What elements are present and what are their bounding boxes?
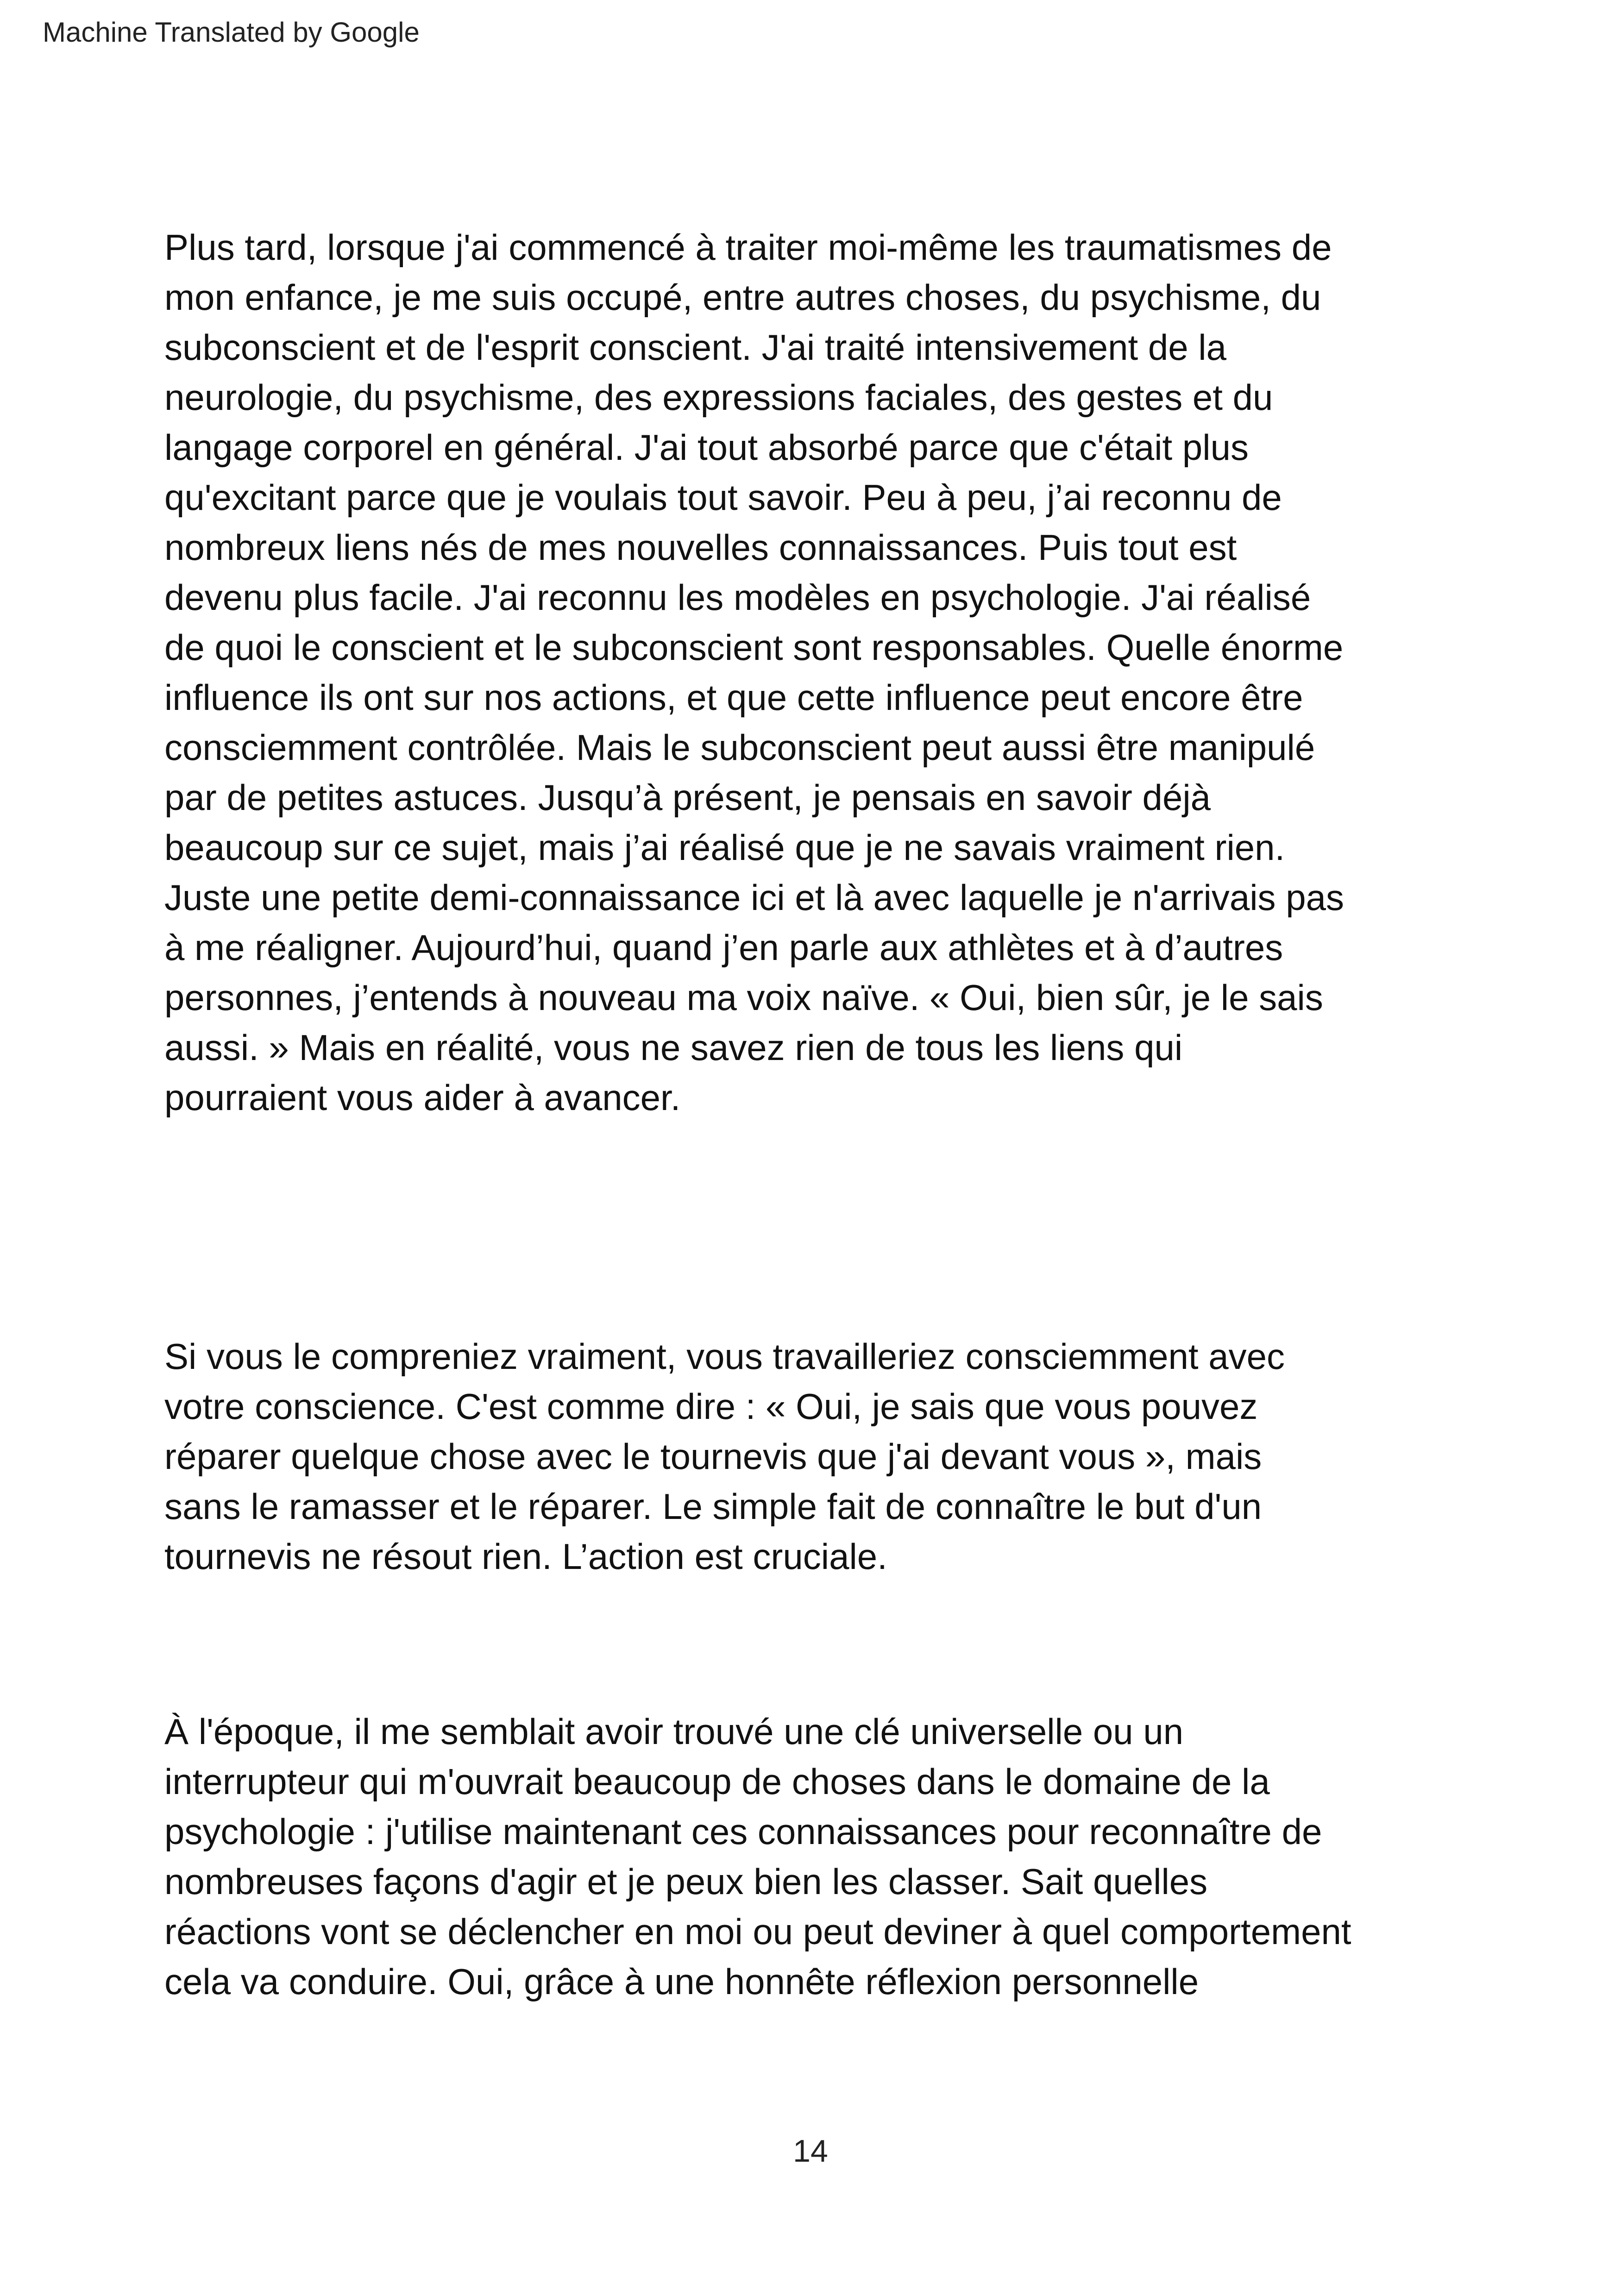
paragraph-line: Si vous le compreniez vraiment, vous travailleriez consciemment avec: [164, 1336, 1285, 1377]
paragraph-line: aussi. » Mais en réalité, vous ne savez rien de tous les liens qui: [164, 1027, 1183, 1068]
paragraph-2: [164, 1331, 1285, 1581]
paragraph-line: nombreux liens nés de mes nouvelles connaissances. Puis tout est: [164, 527, 1237, 568]
paragraph-line: interrupteur qui m'ouvrait beaucoup de choses dans le domaine de la: [164, 1761, 1270, 1802]
paragraph-line: réactions vont se déclencher en moi ou peut deviner à quel comportement: [164, 1911, 1351, 1952]
paragraph-line: de quoi le conscient et le subconscient sont responsables. Quelle énorme: [164, 627, 1344, 668]
paragraph-line: tournevis ne résout rien. L’action est cruciale.: [164, 1536, 887, 1577]
paragraph-line: mon enfance, je me suis occupé, entre autres choses, du psychisme, du: [164, 277, 1321, 318]
paragraph-line: subconscient et de l'esprit conscient. J'ai traité intensivement de la: [164, 327, 1227, 368]
paragraph-line: nombreuses façons d'agir et je peux bien les classer. Sait quelles: [164, 1861, 1208, 1902]
paragraph-line: votre conscience. C'est comme dire : « Oui, je sais que vous pouvez: [164, 1386, 1258, 1427]
paragraph-line: pourraient vous aider à avancer.: [164, 1077, 681, 1118]
paragraph-line: réparer quelque chose avec le tournevis que j'ai devant vous », mais: [164, 1436, 1262, 1477]
paragraph-line: Juste une petite demi-connaissance ici et là avec laquelle je n'arrivais pas: [164, 877, 1344, 918]
paragraph-1: [164, 222, 1344, 1123]
paragraph-line: psychologie : j'utilise maintenant ces connaissances pour reconnaître de: [164, 1811, 1322, 1852]
paragraph-line: par de petites astuces. Jusqu’à présent, je pensais en savoir déjà: [164, 777, 1211, 818]
paragraph-line: Plus tard, lorsque j'ai commencé à traiter moi-même les traumatismes de: [164, 227, 1332, 268]
paragraph-line: qu'excitant parce que je voulais tout savoir. Peu à peu, j’ai reconnu de: [164, 477, 1282, 518]
paragraph-line: à me réaligner. Aujourd’hui, quand j’en parle aux athlètes et à d’autres: [164, 927, 1283, 968]
paragraph-line: beaucoup sur ce sujet, mais j’ai réalisé que je ne savais vraiment rien.: [164, 827, 1285, 868]
paragraph-line: consciemment contrôlée. Mais le subconscient peut aussi être manipulé: [164, 727, 1315, 768]
page-number: 14: [793, 2133, 828, 2169]
paragraph-line: neurologie, du psychisme, des expressions faciales, des gestes et du: [164, 377, 1273, 418]
paragraph-3: [164, 1706, 1351, 2007]
paragraph-line: À l'époque, il me semblait avoir trouvé une clé universelle ou un: [164, 1711, 1184, 1752]
paragraph-line: personnes, j’entends à nouveau ma voix naïve. « Oui, bien sûr, je le sais: [164, 977, 1323, 1018]
paragraph-line: sans le ramasser et le réparer. Le simple fait de connaître le but d'un: [164, 1486, 1262, 1527]
paragraph-line: devenu plus facile. J'ai reconnu les modèles en psychologie. J'ai réalisé: [164, 577, 1311, 618]
paragraph-line: influence ils ont sur nos actions, et que cette influence peut encore être: [164, 677, 1303, 718]
paragraph-line: cela va conduire. Oui, grâce à une honnête réflexion personnelle: [164, 1961, 1199, 2002]
paragraph-line: langage corporel en général. J'ai tout absorbé parce que c'était plus: [164, 427, 1249, 468]
machine-translation-notice: Machine Translated by Google: [43, 17, 420, 48]
